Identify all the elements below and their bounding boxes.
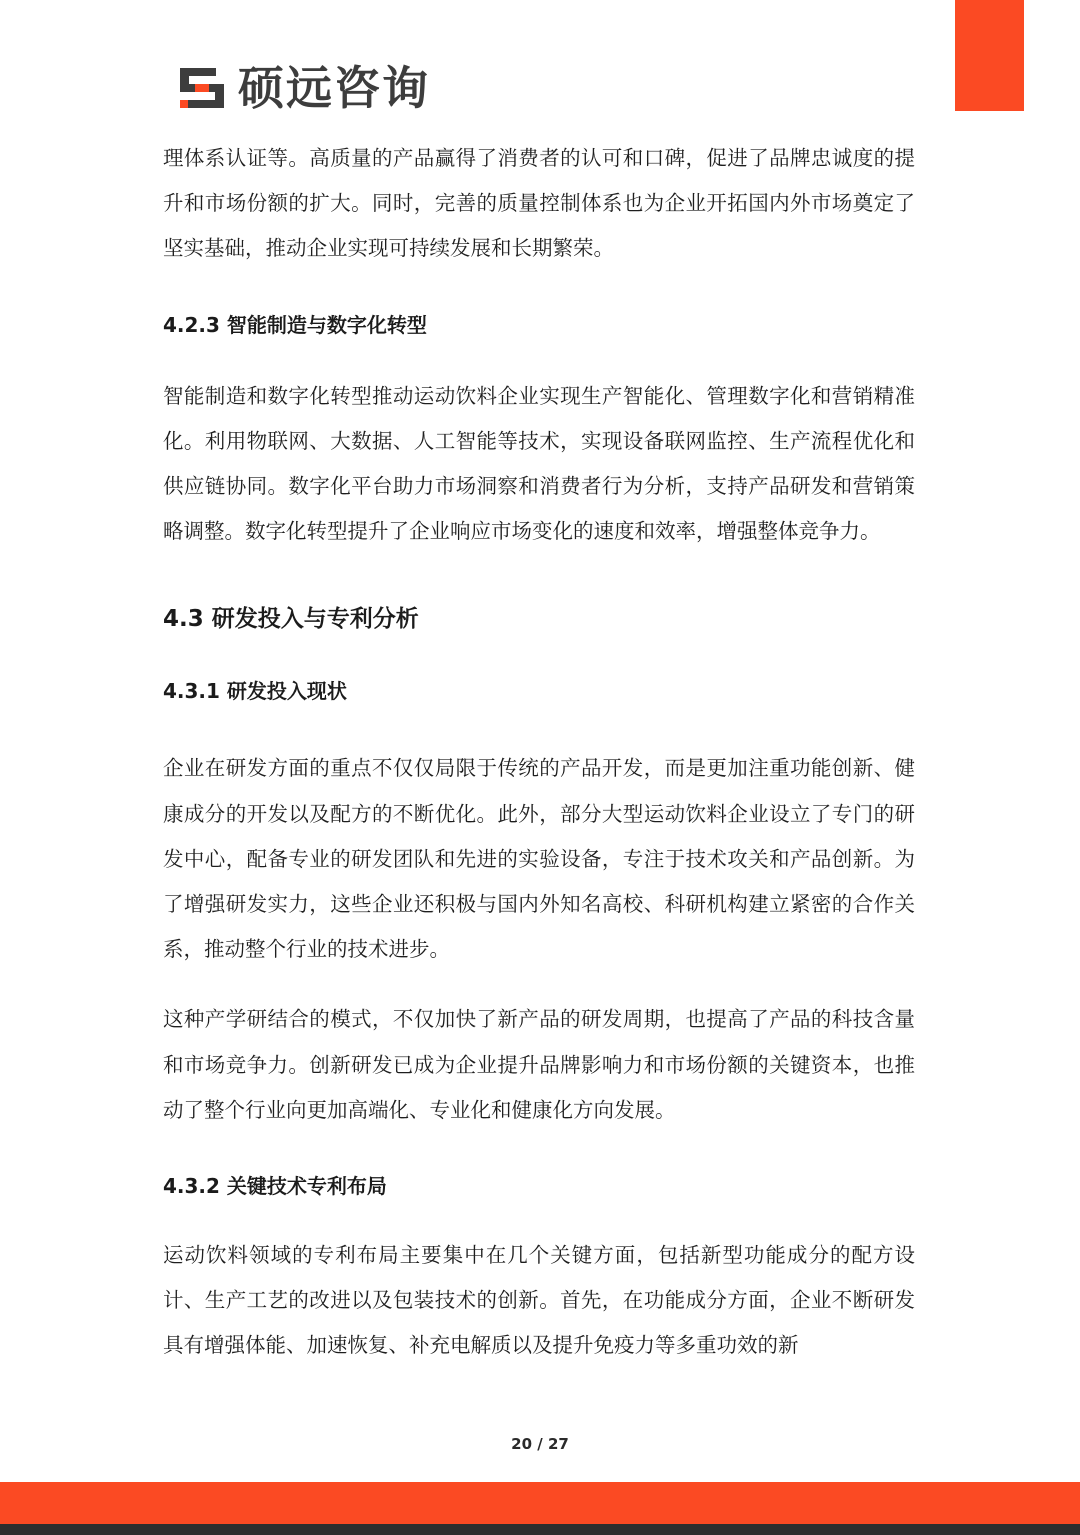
logo-text: 硕远咨询 bbox=[238, 61, 430, 115]
heading-4-2-3: 4.2.3 智能制造与数字化转型 bbox=[163, 312, 427, 337]
document-body bbox=[163, 136, 915, 1369]
corner-accent-tab bbox=[955, 0, 1024, 111]
s-bracket-logo-icon bbox=[176, 64, 228, 112]
paragraph-4-3-2: 运动饮料领域的专利布局主要集中在几个关键方面，包括新型功能成分的配方设计、生产工艺的改进以及包装技术的创新。首先，在功能成分方面，企业不断研发具有增强体能、加速恢复、补充电解质以及提升免疫力等多重功效的新 bbox=[163, 1243, 915, 1358]
footer-dark-strip bbox=[0, 1524, 1080, 1535]
heading-4-3: 4.3 研发投入与专利分析 bbox=[163, 606, 419, 633]
page-number: 20 / 27 bbox=[511, 1435, 569, 1453]
paragraph-intro: 理体系认证等。高质量的产品赢得了消费者的认可和口碑，促进了品牌忠诚度的提升和市场份额的扩大。同时，完善的质量控制体系也为企业开拓国内外市场奠定了坚实基础，推动企业实现可持续发展和长期繁荣。 bbox=[163, 146, 915, 261]
heading-4-3-1: 4.3.1 研发投入现状 bbox=[163, 679, 347, 704]
paragraph-4-2-3: 智能制造和数字化转型推动运动饮料企业实现生产智能化、管理数字化和营销精准化。利用物联网、大数据、人工智能等技术，实现设备联网监控、生产流程优化和供应链协同。数字化平台助力市场洞察和消费者行为分析，支持产品研发和营销策略调整。数字化转型提升了企业响应市场变化的速度和效率，增强整体竞争力。 bbox=[163, 383, 915, 544]
company-logo bbox=[176, 62, 430, 114]
footer-accent-bar bbox=[0, 1482, 1080, 1524]
paragraph-4-3-1-a: 企业在研发方面的重点不仅仅局限于传统的产品开发，而是更加注重功能创新、健康成分的开发以及配方的不断优化。此外，部分大型运动饮料企业设立了专门的研发中心，配备专业的研发团队和先进的实验设备，专注于技术攻关和产品创新。为了增强研发实力，这些企业还积极与国内外知名高校、科研机构建立紧密的合作关系，推动整个行业的技术进步。 bbox=[163, 756, 915, 962]
heading-4-3-2: 4.3.2 关键技术专利布局 bbox=[163, 1174, 387, 1199]
paragraph-4-3-1-b: 这种产学研结合的模式，不仅加快了新产品的研发周期，也提高了产品的科技含量和市场竞争力。创新研发已成为企业提升品牌影响力和市场份额的关键资本，也推动了整个行业向更加高端化、专业化和健康化方向发展。 bbox=[163, 1007, 915, 1122]
